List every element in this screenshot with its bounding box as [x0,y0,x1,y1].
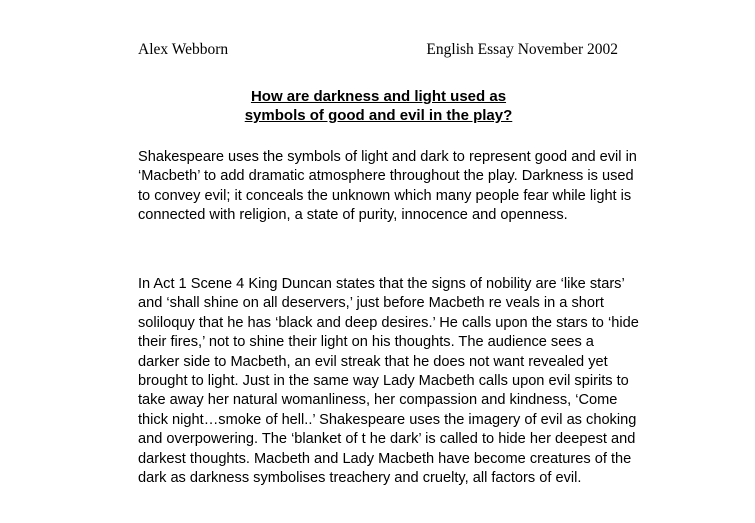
paragraph-line: ‘Macbeth’ to add dramatic atmosphere throughout the play. Darkness is used [138,168,634,185]
author-name: Alex Webborn [138,41,229,58]
essay-title-line: How are darkness and light used as [250,88,507,105]
document-date-header: English Essay November 2002 [426,41,618,58]
paragraph-line: and ‘shall shine on all deservers,’ just before Macbeth re veals in a short [138,295,604,312]
paragraph-line: thick night…smoke of hell..’ Shakespeare uses the imagery of evil as choking [138,411,637,428]
paragraph-line: brought to light. Just in the same way Lady Macbeth calls upon evil spirits to [138,373,629,390]
paragraph-line: In Act 1 Scene 4 King Duncan states that the signs of nobility are ‘like stars’ [138,276,625,292]
paragraph-line: Shakespeare uses the symbols of light and dark to represent good and evil in [138,149,637,165]
essay-title [138,87,619,125]
paragraph-line: and overpowering. The ‘blanket of t he dark’ is called to hide her deepest and [138,431,636,448]
paragraph-line: to convey evil; it conceals the unknown which many people fear while light is [138,187,632,204]
paragraph-line: darkest thoughts. Macbeth and Lady Macbeth have become creatures of the [138,450,632,467]
paragraph-line: soliloquy that he has ‘black and deep desires.’ He calls upon the stars to ‘hide [138,314,639,331]
paragraph-line: take away her natural womanliness, her compassion and kindness, ‘Come [138,392,618,409]
essay-title-line: symbols of good and evil in the play? [244,107,513,124]
paragraph-line: connected with religion, a state of purity, innocence and openness. [138,207,568,224]
paragraph-intro [138,148,637,226]
paragraph-act1-scene4 [138,275,639,488]
paragraph-line: dark as darkness symbolises treachery and cruelty, all factors of evil. [138,470,582,487]
paragraph-line: darker side to Macbeth, an evil streak that he does not want revealed yet [138,353,608,370]
paragraph-line: their fires,’ not to shine their light on his thoughts. The audience sees a [138,334,594,351]
